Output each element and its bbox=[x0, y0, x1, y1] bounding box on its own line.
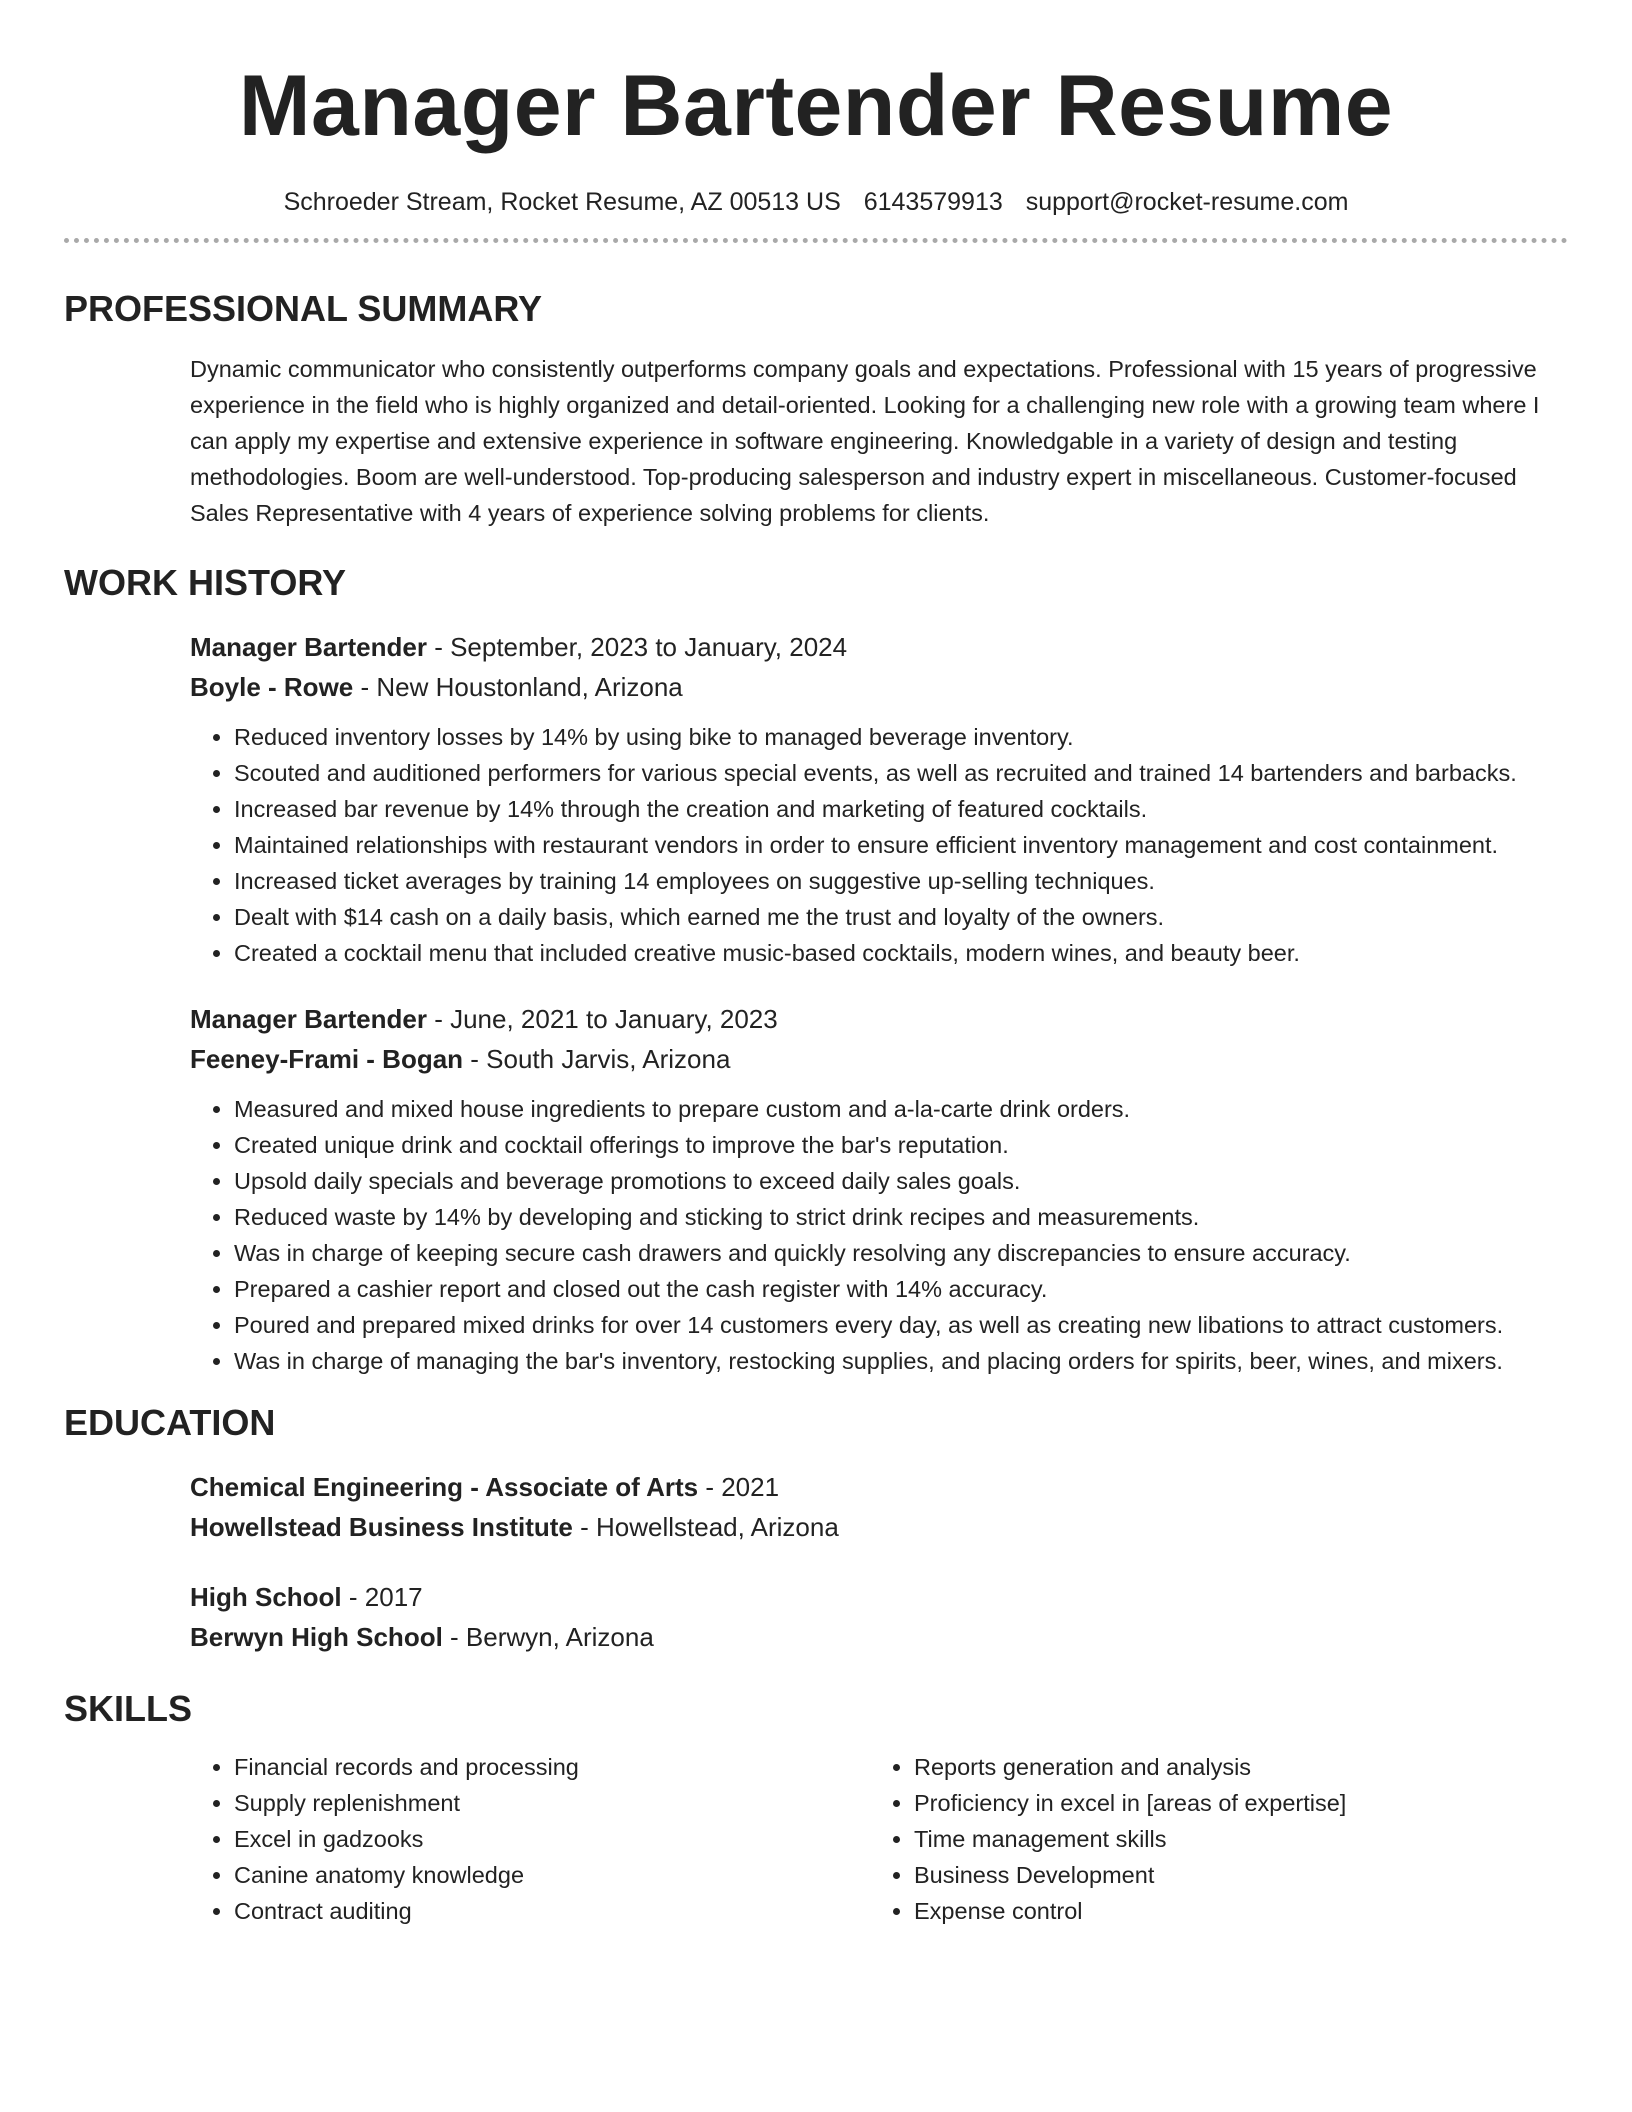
list-item: • Time management skills bbox=[914, 1821, 1550, 1857]
job-bullets bbox=[190, 719, 1568, 971]
list-item: • Increased ticket averages by training 14 employees on suggestive up-selling techniques. bbox=[234, 863, 1568, 899]
education-heading: EDUCATION bbox=[64, 1402, 276, 1443]
job-company: Feeney-Frami - Bogan bbox=[190, 1044, 464, 1074]
skills-list-left bbox=[190, 1749, 870, 1929]
skills-heading: SKILLS bbox=[64, 1688, 193, 1729]
job-location: - New Houstonland, Arizona bbox=[353, 672, 683, 702]
list-item: • Created unique drink and cocktail offerings to improve the bar's reputation. bbox=[234, 1127, 1568, 1163]
contact-address: Schroeder Stream, Rocket Resume, AZ 00513 US bbox=[283, 188, 841, 216]
job-role: Manager Bartender bbox=[190, 632, 427, 662]
list-item: • Excel in gadzooks bbox=[234, 1821, 870, 1857]
job-role: Manager Bartender bbox=[190, 1004, 427, 1034]
job-entry bbox=[190, 999, 1568, 1379]
education-school-line bbox=[190, 1617, 1568, 1657]
education-year: - 2021 bbox=[698, 1472, 780, 1502]
job-dates: - June, 2021 to January, 2023 bbox=[426, 1004, 778, 1034]
work-history-heading: WORK HISTORY bbox=[64, 562, 347, 603]
resume-header bbox=[64, 0, 1568, 243]
summary-heading: PROFESSIONAL SUMMARY bbox=[64, 288, 543, 329]
list-item: • Measured and mixed house ingredients to prepare custom and a-la-carte drink orders. bbox=[234, 1091, 1568, 1127]
education-school: Howellstead Business Institute bbox=[190, 1512, 573, 1542]
list-item: • Proficiency in excel in [areas of expertise] bbox=[914, 1785, 1550, 1821]
contact-line bbox=[64, 186, 1568, 218]
education-degree: High School bbox=[190, 1582, 342, 1612]
list-item: • Scouted and auditioned performers for various special events, as well as recruited and trained 14 bartenders and barbacks. bbox=[234, 755, 1568, 791]
education-entry bbox=[190, 1577, 1568, 1657]
job-company: Boyle - Rowe bbox=[190, 672, 354, 702]
list-item: • Dealt with $14 cash on a daily basis, which earned me the trust and loyalty of the owners. bbox=[234, 899, 1568, 935]
job-role-line bbox=[190, 627, 1568, 667]
resume-title: Manager Bartender Resume bbox=[238, 58, 1394, 154]
education-school-line bbox=[190, 1507, 1568, 1547]
list-item: • Expense control bbox=[914, 1893, 1550, 1929]
education-school: Berwyn High School bbox=[190, 1622, 443, 1652]
list-item: • Supply replenishment bbox=[234, 1785, 870, 1821]
job-role-line bbox=[190, 999, 1568, 1039]
list-item: • Was in charge of managing the bar's inventory, restocking supplies, and placing orders for spirits, beer, wines, and mixers. bbox=[234, 1343, 1568, 1379]
education-year: - 2017 bbox=[341, 1582, 423, 1612]
education-degree-line bbox=[190, 1577, 1568, 1617]
education-entry bbox=[190, 1467, 1568, 1547]
job-company-line bbox=[190, 1039, 1568, 1079]
job-company-line bbox=[190, 667, 1568, 707]
education-location: - Howellstead, Arizona bbox=[572, 1512, 839, 1542]
education-degree-line bbox=[190, 1467, 1568, 1507]
job-bullets bbox=[190, 1091, 1568, 1379]
list-item: • Upsold daily specials and beverage promotions to exceed daily sales goals. bbox=[234, 1163, 1568, 1199]
skills-column-right bbox=[870, 1749, 1550, 1929]
contact-phone: 6143579913 bbox=[863, 188, 1003, 216]
list-item: • Reports generation and analysis bbox=[914, 1749, 1550, 1785]
skills-column-left bbox=[190, 1749, 870, 1929]
contact-email: support@rocket-resume.com bbox=[1025, 188, 1349, 216]
list-item: • Financial records and processing bbox=[234, 1749, 870, 1785]
skills-list-right bbox=[870, 1749, 1550, 1929]
header-divider bbox=[64, 238, 1568, 243]
job-entry bbox=[190, 627, 1568, 971]
job-dates: - September, 2023 to January, 2024 bbox=[426, 632, 848, 662]
list-item: • Increased bar revenue by 14% through the creation and marketing of featured cocktails. bbox=[234, 791, 1568, 827]
list-item: • Created a cocktail menu that included creative music-based cocktails, modern wines, and beauty beer. bbox=[234, 935, 1568, 971]
list-item: • Maintained relationships with restaurant vendors in order to ensure efficient inventory management and cost containment. bbox=[234, 827, 1568, 863]
list-item: • Was in charge of keeping secure cash drawers and quickly resolving any discrepancies to ensure accuracy. bbox=[234, 1235, 1568, 1271]
education-location: - Berwyn, Arizona bbox=[442, 1622, 654, 1652]
list-item: • Contract auditing bbox=[234, 1893, 870, 1929]
list-item: • Business Development bbox=[914, 1857, 1550, 1893]
list-item: • Reduced waste by 14% by developing and sticking to strict drink recipes and measurements. bbox=[234, 1199, 1568, 1235]
list-item: • Reduced inventory losses by 14% by using bike to managed beverage inventory. bbox=[234, 719, 1568, 755]
summary-text: Dynamic communicator who consistently outperforms company goals and expectations. Professional with 15 years of progressive experience in the field who is highly organized and detail-oriented. Looking for a challenging new role with a growing team where I can apply my expertise and extensive experience in software engineering. Knowledgable in a variety of design and testing methodologies. Boom are well-understood. Top-producing salesperson and industry expert in miscellaneous. Customer-focused Sales Representative with 4 years of experience solving problems for clients. bbox=[190, 356, 1540, 526]
list-item: • Prepared a cashier report and closed out the cash register with 14% accuracy. bbox=[234, 1271, 1568, 1307]
list-item: • Canine anatomy knowledge bbox=[234, 1857, 870, 1893]
skills-grid bbox=[190, 1749, 1568, 1929]
list-item: • Poured and prepared mixed drinks for over 14 customers every day, as well as creating new libations to attract customers. bbox=[234, 1307, 1568, 1343]
job-location: - South Jarvis, Arizona bbox=[463, 1044, 731, 1074]
education-degree: Chemical Engineering - Associate of Arts bbox=[190, 1472, 699, 1502]
